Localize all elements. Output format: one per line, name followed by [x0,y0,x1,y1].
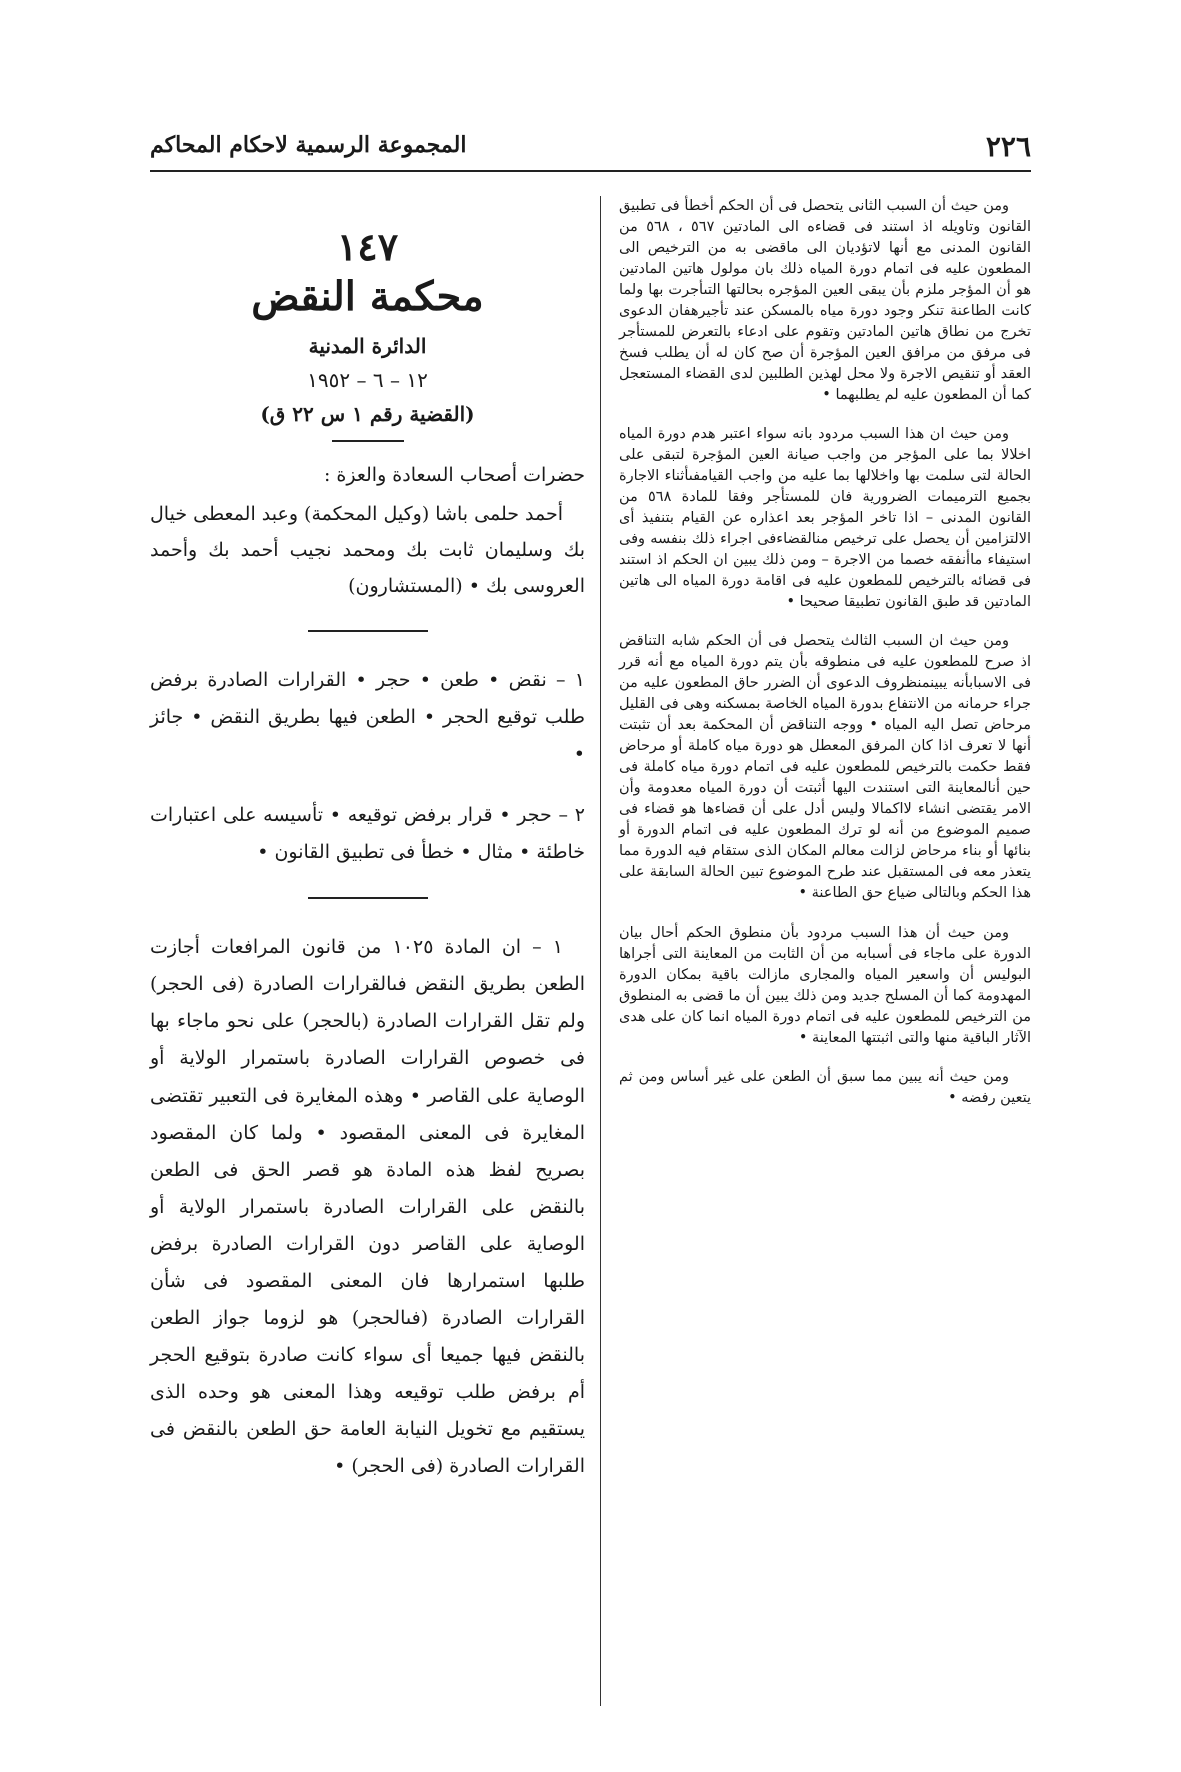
column-divider [600,196,601,1706]
page-header [150,130,1031,172]
reasoning-paragraph: ومن حيث أن السبب الثانى يتحصل فى أن الحكم أخطأ فى تطبيق القانون وتاويله اذ استند فى قضاءه الى المادتين ٥٦٧ ، ٥٦٨ من القانون المدنى مع أنها لاتؤديان الى ماقضى به من الترخيص الى المطعون عليه فى اتمام دورة المياه ذلك بان مولول هاتين المادتين هو أن المؤجر ملزم بأن يبقى العين المؤجره بحالتها التىأجرت بها ولما كانت الطاعنة تنكر وجود دورة مياه بالمسكن عند تأجيرهفان الدعوى تخرج من نطاق هاتين المادتين وتقوم على ادعاء بالتعرض للمستأجر فى مرفق من مرافق العين المؤجرة أن صح كان له أن يطلب فسخ العقد أو تنقيص الاجرة ولا محل لهذين الطلبين لدى القضاء المستعجل كما أن المطعون عليه لم يطلبهما • [619,198,1031,404]
page-number: ٢٢٦ [985,130,1031,163]
section-rule [308,897,428,899]
court-circuit: الدائرة المدنية [308,333,427,358]
ruling-date: ١٢ – ٦ – ١٩٥٢ [307,367,428,392]
reasoning-paragraph: ومن حيث أن هذا السبب مردود بأن منطوق الحكم أحال بيان الدورة على ماجاء فى أسبابه من أن الثابت من المعاينة التى أجراها البوليس أن واسعير المياه والمجارى مازالت باقية بمكان الدورة المهدومة كما أن المسلح جديد ومن ذلك يبين أن ما قضى به المنطوق من الترخيص للمطعون عليه فى اتمام دورة المياه انما كان على هدى الآثار الباقية منها والتى اثبتتها المعاينة • [619,924,1031,1046]
court-name: محكمة النقض [251,272,484,320]
holding-paragraph: ١ – ان المادة ١٠٢٥ من قانون المرافعات أجازت الطعن بطريق النقض فىالقرارات الصادرة (فى الحجر) ولم تقل القرارات الصادرة (بالحجر) على نحو ماجاء بها فى خصوص القرارات الصادرة باستمرار الولاية أو الوصاية على القاصر • وهذه المغايرة فى التعبير تقتضى المغايرة فى المعنى المقصود • ولما كان المقصود بصريح لفظ هذه المادة هو قصر الحق فى الطعن بالنقض على القرارات الصادرة باستمرار الولاية أو الوصاية على القاصر دون القرارات الصادرة برفض طلبها استمرارها فان المعنى المقصود فى شأن القرارات الصادرة (فىالحجر) هو لزوما جواز الطعن بالنقض فيها جميعا أى سواء كانت صادرة بتوقيع الحجر أم برفض طلب توقيعه وهذا المعنى هو وحده الذى يستقيم مع تخويل النيابة العامة حق الطعن بالنقض فى القرارات الصادرة (فى الحجر) • [150,936,585,1477]
headnote: ١ – نقض • طعن • حجر • القرارات الصادرة برفض طلب توقيع الحجر • الطعن فيها بطريق النقض • جائز • [150,669,585,766]
running-title: المجموعة الرسمية لاحكام المحاكم [150,132,467,158]
reasoning-paragraph: ومن حيث ان السبب الثالث يتحصل فى أن الحكم شابه التناقض اذ صرح للمطعون عليه فى منطوقه بأن يتم دورة المياه مع أنه قرر فى الاسبابأنه يبينمنظروف الدعوى أن الضرر حاق المطعون عليه من جراء حرمانه من الانتفاع بدورة المياه الخاصة بمسكنه وهى فى القليل مرحاض تصل اليه المياه • ووجه التناقض أن المحكمة بعد أن تثبتت أنها لا تعرف اذا كان المرفق المعطل هو دورة مياه كاملة أو مرحاض فقط حكمت بالترخيص للمطعون عليه فى اتمام دورة مياه كاملة فى حين أنالمعاينة التى استندت اليها أثبتت أن دورة المياه معدومة وأن الامر يقتضى انشاء لااكمالا وليس أدل على أن قضاءها هو قضاء فى صميم الموضوع من أنه لو ترك المطعون عليه فى اتمام الدورة أو بنائها أو بناء مرحاض لزالت معالم المكان الذى ستقام فيه الدورة مما يتعذر معه فى المستقبل عند طرح الموضوع تبين الحالة السابقة على هذا الحكم وبالتالى ضياع حق الطاعنة • [619,633,1031,902]
case-reference: (القضية رقم ١ س ٢٢ ق) [260,401,475,426]
ruling-number: ١٤٧ [336,224,399,269]
ruling-column [150,226,585,1485]
bench-intro: حضرات أصحاب السعادة والعزة : [323,463,585,486]
bench-members: أحمد حلمى باشا (وكيل المحكمة) وعبد المعطى خيال بك وسليمان ثابت بك ومحمد نجيب أحمد بك وأحمد العروسى بك • (المستشارون) [150,502,585,597]
reasoning-paragraph: ومن حيث ان هذا السبب مردود بانه سواء اعتبر هدم دورة المياه اخلالا بما على المؤجر من واجب صيانة العين المؤجرة لتبقى على الحالة لتى سلمت بها واخلالها بما عليه من واجب القيامفىأثناء الاجارة بجميع الترميمات الضرورية فان للمستأجر وفقا للمادة ٥٦٨ من القانون المدنى – اذا تاخر المؤجر بعد اعذاره عن القيام بتنفيذ أى الالتزامين أن يحصل على ترخيص منالقضاءفى اجراء ذلك بنفسه وفى استيفاء ماأنفقه خصما من الاجرة – ومن ذلك يبين ان الحكم اذ استند فى قضائه بالترخيص للمطعون عليه فى اقامة دورة المياه الى هاتين المادتين قد طبق القانون تطبيقا صحيحا • [619,426,1031,611]
reasoning-paragraph: ومن حيث أنه يبين مما سبق أن الطعن على غير أساس ومن ثم يتعين رفضه • [619,1068,1031,1106]
section-rule [308,630,428,632]
reasoning-column [619,196,1031,1127]
headnote: ٢ – حجر • قرار برفض توقيعه • تأسيسه على اعتبارات خاطئة • مثال • خطأ فى تطبيق القانون • [150,804,585,864]
section-rule [332,440,404,442]
